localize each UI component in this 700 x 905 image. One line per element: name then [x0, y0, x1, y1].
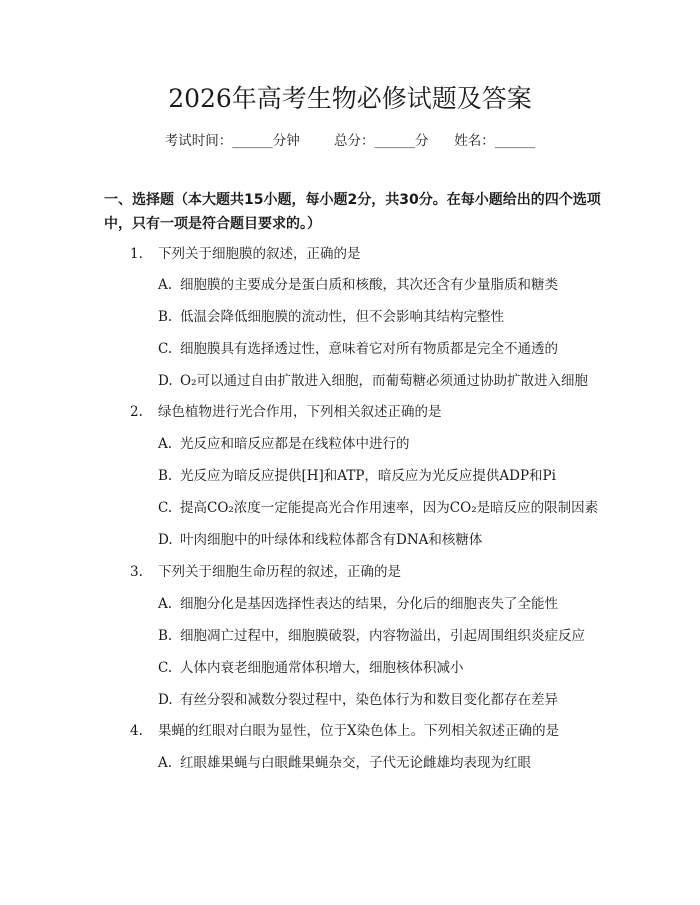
option-text: 人体内衰老细胞通常体积增大，细胞核体积减小	[180, 660, 464, 676]
option-text: 叶肉细胞中的叶绿体和线粒体都含有DNA和核糖体	[180, 532, 483, 548]
option-3c	[158, 658, 603, 678]
question-stem: 下列关于细胞生命历程的叙述，正确的是	[158, 564, 401, 580]
option-1a	[158, 275, 603, 295]
exam-info	[0, 131, 700, 151]
question-number: 2.	[130, 404, 143, 420]
option-letter: C.	[158, 660, 173, 676]
question-number: 3.	[130, 564, 143, 580]
option-text: 光反应和暗反应都是在线粒体中进行的	[180, 436, 410, 452]
option-text: O₂可以通过自由扩散进入细胞，而葡萄糖必须通过协助扩散进入细胞	[180, 373, 588, 389]
option-text: 有丝分裂和减数分裂过程中，染色体行为和数目变化都存在差异	[180, 692, 558, 708]
option-1d	[158, 371, 603, 391]
option-letter: C.	[158, 341, 173, 357]
option-letter: C.	[158, 500, 173, 516]
option-text: 低温会降低细胞膜的流动性，但不会影响其结构完整性	[180, 309, 504, 325]
section-heading: 一、选择题（本大题共15小题，每小题2分，共30分。在每小题给出的四个选项中，只有一项是符合题目要求的。）	[104, 192, 601, 232]
option-2d	[158, 530, 603, 550]
option-text: 细胞分化是基因选择性表达的结果，分化后的细胞丧失了全能性	[180, 596, 558, 612]
option-3a	[158, 594, 603, 614]
question-stem: 下列关于细胞膜的叙述，正确的是	[158, 246, 361, 262]
option-letter: B.	[158, 468, 173, 484]
question-2	[130, 402, 600, 422]
option-letter: B.	[158, 309, 173, 325]
question-number: 4.	[130, 723, 143, 739]
option-letter: D.	[158, 373, 173, 389]
page-title: 2026年高考生物必修试题及答案	[168, 84, 532, 113]
option-2a	[158, 434, 603, 454]
question-stem: 果蝇的红眼对白眼为显性，位于X染色体上。下列相关叙述正确的是	[158, 723, 560, 739]
option-3d	[158, 690, 603, 710]
option-letter: D.	[158, 532, 173, 548]
question-4	[130, 721, 600, 741]
exam-time-label: 考试时间：______分钟	[164, 133, 300, 149]
question-number: 1.	[130, 246, 143, 262]
option-2c	[158, 498, 603, 518]
option-text: 提高CO₂浓度一定能提高光合作用速率，因为CO₂是暗反应的限制因素	[180, 500, 599, 516]
total-score-label: 总分：______分	[334, 133, 429, 149]
student-name-label: 姓名：______	[454, 133, 536, 149]
option-2b	[158, 466, 603, 486]
option-letter: D.	[158, 692, 173, 708]
option-text: 细胞凋亡过程中，细胞膜破裂，内容物溢出，引起周围组织炎症反应	[180, 628, 585, 644]
option-letter: B.	[158, 628, 173, 644]
question-3	[130, 562, 600, 582]
option-1b	[158, 307, 603, 327]
option-text: 细胞膜的主要成分是蛋白质和核酸，其次还含有少量脂质和糖类	[180, 277, 558, 293]
option-text: 细胞膜具有选择透过性，意味着它对所有物质都是完全不通透的	[180, 341, 558, 357]
option-text: 光反应为暗反应提供[H]和ATP，暗反应为光反应提供ADP和Pi	[180, 468, 556, 484]
option-4a	[158, 753, 603, 773]
option-3b	[158, 626, 603, 646]
option-text: 红眼雄果蝇与白眼雌果蝇杂交，子代无论雌雄均表现为红眼	[180, 755, 531, 771]
question-1	[130, 244, 600, 264]
question-stem: 绿色植物进行光合作用，下列相关叙述正确的是	[158, 404, 442, 420]
option-letter: A.	[158, 277, 173, 293]
option-letter: A.	[158, 596, 173, 612]
option-letter: A.	[158, 755, 173, 771]
option-letter: A.	[158, 436, 173, 452]
option-1c	[158, 339, 603, 359]
